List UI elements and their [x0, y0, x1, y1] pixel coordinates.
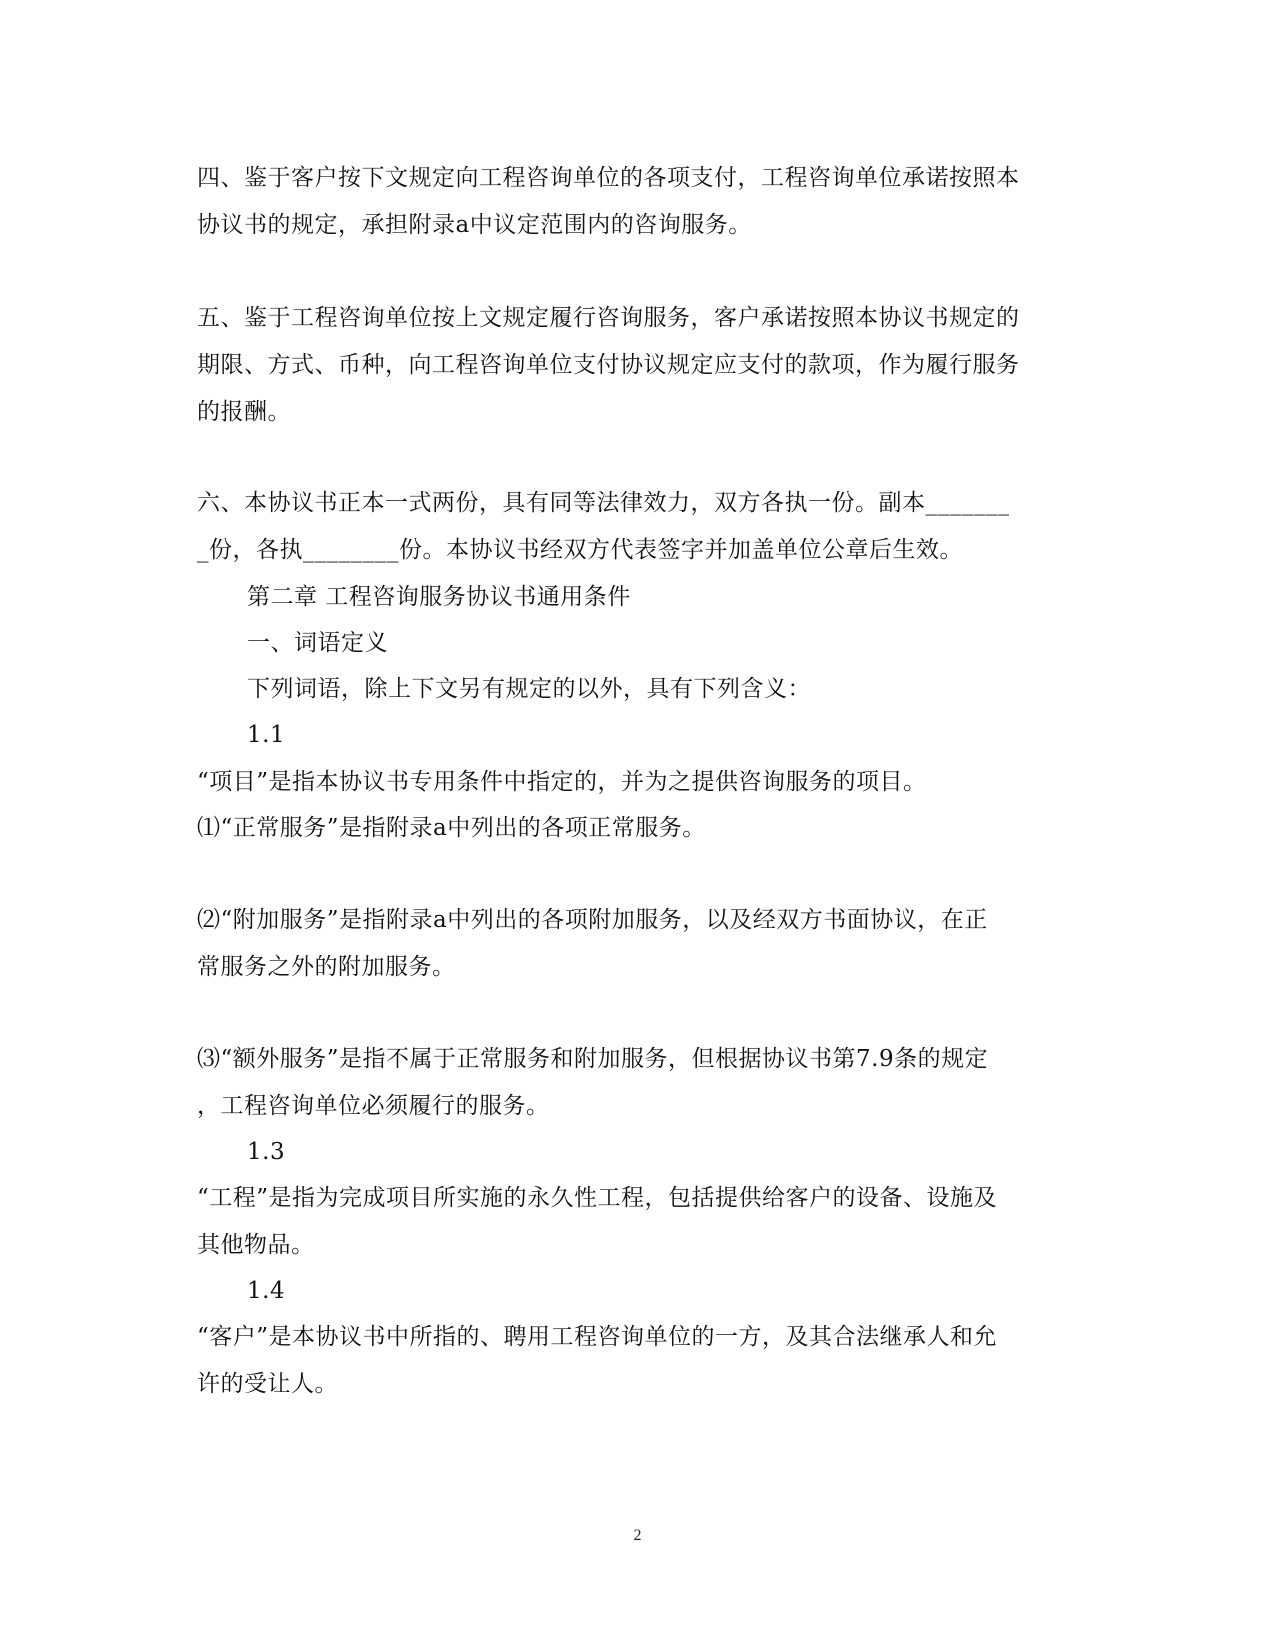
page-number: 2 [633, 1527, 642, 1544]
definition-project: “项目”是指本协议书专用条件中指定的，并为之提供咨询服务的项目。 [197, 769, 927, 795]
definition-works-line-2: 其他物品。 [197, 1232, 315, 1258]
definition-additional-service-line-1: ⑵“附加服务”是指附录a中列出的各项附加服务，以及经双方书面协议，在正 [197, 907, 988, 933]
definition-client-line-2: 许的受让人。 [197, 1371, 338, 1397]
paragraph-4-line-2: 协议书的规定，承担附录a中议定范围内的咨询服务。 [197, 212, 752, 238]
paragraph-5-line-2: 期限、方式、币种，向工程咨询单位支付协议规定应支付的款项，作为履行服务 [197, 352, 1020, 378]
definition-additional-service-line-2: 常服务之外的附加服务。 [197, 954, 456, 980]
definition-client-line-1: “客户”是本协议书中所指的、聘用工程咨询单位的一方，及其合法继承人和允 [197, 1324, 998, 1350]
paragraph-5-line-3: 的报酬。 [197, 399, 291, 425]
section-heading: 一、词语定义 [247, 630, 388, 656]
paragraph-6-line-1: 六、本协议书正本一式两份，具有同等法律效力，双方各执一份。副本_______ [197, 490, 1010, 516]
definition-works-line-1: “工程”是指为完成项目所实施的永久性工程，包括提供给客户的设备、设施及 [197, 1185, 998, 1211]
paragraph-6-line-2: _份，各执________份。本协议书经双方代表签字并加盖单位公章后生效。 [197, 537, 963, 563]
definitions-intro: 下列词语，除上下文另有规定的以外，具有下列含义： [247, 676, 811, 702]
paragraph-5-line-1: 五、鉴于工程咨询单位按上文规定履行咨询服务，客户承诺按照本协议书规定的 [197, 305, 1020, 331]
clause-number-1-3: 1.3 [247, 1139, 286, 1165]
paragraph-4-line-1: 四、鉴于客户按下文规定向工程咨询单位的各项支付，工程咨询单位承诺按照本 [197, 165, 1020, 191]
definition-normal-service: ⑴“正常服务”是指附录a中列出的各项正常服务。 [197, 815, 706, 841]
clause-number-1-4: 1.4 [247, 1278, 286, 1304]
definition-extra-service-line-2: ，工程咨询单位必须履行的服务。 [197, 1093, 550, 1119]
clause-number-1-1: 1.1 [247, 722, 286, 748]
definition-extra-service-line-1: ⑶“额外服务”是指不属于正常服务和附加服务，但根据协议书第7.9条的规定 [197, 1046, 989, 1072]
chapter-heading: 第二章 工程咨询服务协议书通用条件 [247, 584, 631, 610]
